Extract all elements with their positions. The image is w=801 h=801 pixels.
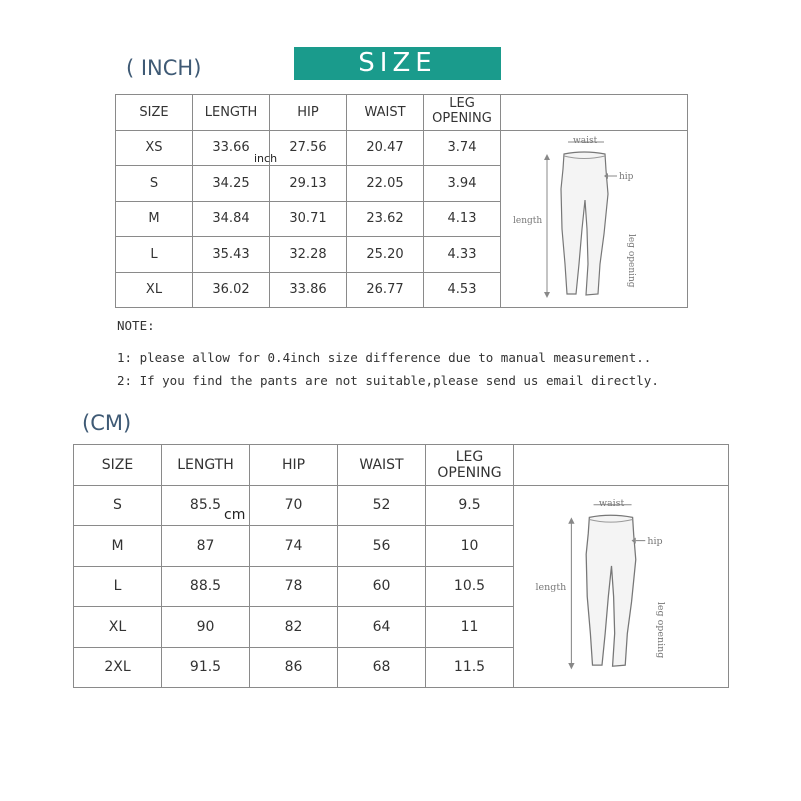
- cell-hip: 86: [250, 647, 338, 688]
- header-hip: HIP: [250, 445, 338, 486]
- cell-length: 87: [162, 526, 250, 567]
- inch-size-table: [115, 94, 688, 308]
- cell-length-value: 33.66: [212, 140, 250, 156]
- leggings-figure-cell: [514, 485, 729, 688]
- header-blank: [514, 445, 729, 486]
- cell-length: 34.25: [193, 166, 270, 202]
- cell-size: S: [116, 166, 193, 202]
- note-line-1: 1: please allow for 0.4inch size difference due to manual measurement..: [117, 350, 652, 365]
- cell-length: 90: [162, 607, 250, 648]
- cell-waist: 68: [338, 647, 426, 688]
- figure-label-leg-opening: leg opening: [626, 233, 636, 288]
- size-banner: SIZE: [294, 47, 501, 80]
- header-leg-line2: OPENING: [432, 111, 492, 127]
- cell-hip: 82: [250, 607, 338, 648]
- cell-waist: 22.05: [347, 166, 424, 202]
- cell-waist: 25.20: [347, 237, 424, 273]
- cell-size: XL: [116, 272, 193, 308]
- cell-leg-opening: 11: [426, 607, 514, 648]
- table-row: [116, 130, 688, 166]
- cell-hip: 74: [250, 526, 338, 567]
- cell-hip: 33.86: [270, 272, 347, 308]
- cell-length: 88.5: [162, 566, 250, 607]
- cell-size: L: [116, 237, 193, 273]
- cell-size: XL: [74, 607, 162, 648]
- header-size: SIZE: [74, 445, 162, 486]
- cell-leg-opening: 9.5: [426, 485, 514, 526]
- notes-block: [117, 318, 659, 388]
- cell-hip: 78: [250, 566, 338, 607]
- figure-label-leg-opening: leg opening: [654, 602, 666, 659]
- cell-size: L: [74, 566, 162, 607]
- cell-leg-opening: 4.53: [424, 272, 501, 308]
- cell-waist: 56: [338, 526, 426, 567]
- inch-section-heading: ( INCH): [126, 56, 202, 80]
- figure-label-length: length: [513, 215, 543, 226]
- cell-size: XS: [116, 130, 193, 166]
- unit-suffix-cm: cm: [224, 506, 246, 523]
- cell-size: S: [74, 485, 162, 526]
- cell-length: 34.84: [193, 201, 270, 237]
- cell-hip: 27.56: [270, 130, 347, 166]
- table-row: [74, 485, 729, 526]
- header-leg-opening: [426, 445, 514, 486]
- cell-hip: 29.13: [270, 166, 347, 202]
- cell-size: 2XL: [74, 647, 162, 688]
- cell-hip: 30.71: [270, 201, 347, 237]
- figure-label-waist: waist: [573, 135, 598, 146]
- cell-size: M: [116, 201, 193, 237]
- leggings-diagram-icon: [504, 134, 684, 304]
- cell-leg-opening: 4.13: [424, 201, 501, 237]
- cm-section-heading: (CM): [82, 411, 132, 435]
- cell-waist: 64: [338, 607, 426, 648]
- cell-hip: 70: [250, 485, 338, 526]
- cell-leg-opening: 11.5: [426, 647, 514, 688]
- cell-waist: 52: [338, 485, 426, 526]
- cell-leg-opening: 10: [426, 526, 514, 567]
- cell-leg-opening: 4.33: [424, 237, 501, 273]
- cell-hip: 32.28: [270, 237, 347, 273]
- table-header-row: [116, 95, 688, 131]
- cell-waist: 26.77: [347, 272, 424, 308]
- cell-length: 91.5: [162, 647, 250, 688]
- header-leg-opening: [424, 95, 501, 131]
- cell-size: M: [74, 526, 162, 567]
- figure-label-hip: hip: [647, 536, 663, 548]
- figure-label-length: length: [535, 582, 567, 594]
- header-size: SIZE: [116, 95, 193, 131]
- cell-length-value: 85.5: [189, 497, 222, 514]
- header-waist: WAIST: [347, 95, 424, 131]
- note-line-2: 2: If you find the pants are not suitable,please send us email directly.: [117, 373, 659, 388]
- cell-length: [193, 130, 278, 166]
- header-blank: [501, 95, 688, 131]
- cm-size-table: [73, 444, 729, 688]
- cell-waist: 23.62: [347, 201, 424, 237]
- cell-leg-opening: 3.74: [424, 130, 501, 166]
- header-leg-line2: OPENING: [437, 464, 502, 481]
- header-waist: WAIST: [338, 445, 426, 486]
- header-leg-line1: LEG: [455, 448, 484, 465]
- table-header-row: [74, 445, 729, 486]
- figure-label-waist: waist: [598, 498, 625, 510]
- header-hip: HIP: [270, 95, 347, 131]
- header-length: LENGTH: [193, 95, 270, 131]
- cell-leg-opening: 10.5: [426, 566, 514, 607]
- cell-length: 35.43: [193, 237, 270, 273]
- header-length: LENGTH: [162, 445, 250, 486]
- leggings-diagram-icon: [526, 491, 716, 681]
- note-title: NOTE:: [117, 318, 155, 333]
- leggings-figure-cell: [501, 130, 688, 308]
- unit-suffix-inch: inch: [254, 151, 278, 165]
- cell-waist: 20.47: [347, 130, 424, 166]
- cell-length: 36.02: [193, 272, 270, 308]
- cell-length: [162, 485, 250, 526]
- cell-waist: 60: [338, 566, 426, 607]
- header-leg-line1: LEG: [449, 96, 475, 112]
- cell-leg-opening: 3.94: [424, 166, 501, 202]
- figure-label-hip: hip: [619, 171, 634, 182]
